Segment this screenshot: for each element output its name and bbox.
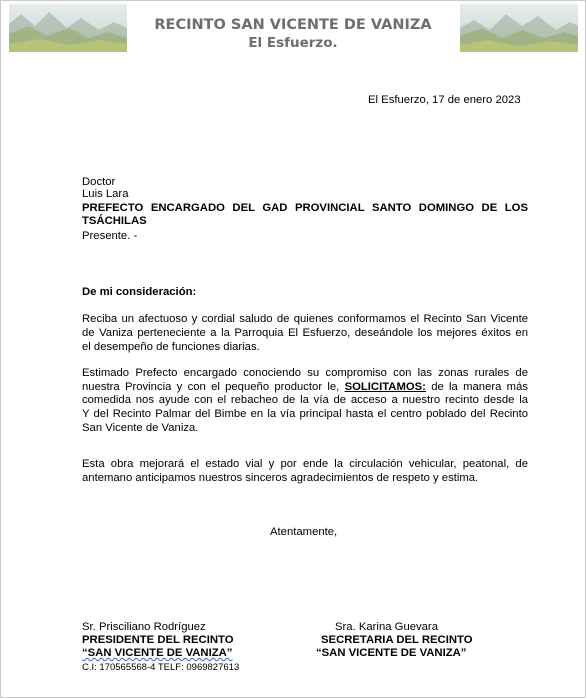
signature-right-name: Sra. Karina Guevara <box>335 621 438 633</box>
paragraph2-line: comedida nos ayude con el rebacheo de la vía de acceso a nuestro recinto desde la <box>82 394 528 406</box>
paragraph3-line: Esta obra mejorará el estado vial y por ende la circulación vehicular, peatonal, de <box>82 458 528 470</box>
recipient-position-line1: PREFECTO ENCARGADO DEL GAD PROVINCIAL SANTO DOMINGO DE LOS <box>82 202 528 214</box>
closing: Atentamente, <box>270 526 338 538</box>
solicitamos-emphasis: SOLICITAMOS: <box>344 381 426 393</box>
paragraph2-text: de la manera más <box>431 381 529 393</box>
signature-right-org: “SAN VICENTE DE VANIZA” <box>316 647 467 659</box>
signature-left-org: “SAN VICENTE DE VANIZA” <box>82 647 233 659</box>
signature-left-name: Sr. Prisciliano Rodríguez <box>82 621 206 633</box>
recipient-name: Luis Lara <box>82 188 129 200</box>
recipient-presente: Presente. - <box>82 230 138 242</box>
recipient-position-line2: TSÁCHILAS <box>82 215 147 227</box>
signature-left-role: PRESIDENTE DEL RECINTO <box>82 634 234 646</box>
paragraph2-line <box>82 380 528 394</box>
salutation: De mi consideración: <box>82 286 197 298</box>
paragraph1-line: el desempeño de funciones diarias. <box>82 341 260 353</box>
paragraph2-line: Y del Recinto Palmar del Bimbe en la vía principal hasta el centro poblado del Recinto <box>82 408 528 420</box>
paragraph1-line: Reciba un afectuoso y cordial saludo de quienes conformamos el Recinto San Vicente <box>82 313 528 325</box>
paragraph3-line: antemano anticipamos nuestros sinceros agradecimientos de respeto y estima. <box>82 472 479 484</box>
signature-left-id-line: C.I: 170565568-4 TELF: 0969827613 <box>82 662 240 673</box>
letterhead-subtitle: El Esfuerzo. <box>248 35 338 51</box>
paragraph1-line: de Vaniza perteneciente a la Parroquia El Esfuerzo, deseándole los mejores éxitos en <box>82 327 528 339</box>
paragraph2-text: nuestra Provincia y con el pequeño productor le, <box>82 381 340 393</box>
letterhead-title: RECINTO SAN VICENTE DE VANIZA <box>154 17 432 33</box>
signature-right-role: SECRETARIA DEL RECINTO <box>321 634 473 646</box>
recipient-honorific: Doctor <box>82 176 116 188</box>
paragraph2-line: San Vicente de Vaniza. <box>82 422 199 434</box>
paragraph2-line: Estimado Prefecto encargado conociendo su compromiso con las zonas rurales de <box>82 367 528 379</box>
date-line: El Esfuerzo, 17 de enero 2023 <box>368 94 521 106</box>
